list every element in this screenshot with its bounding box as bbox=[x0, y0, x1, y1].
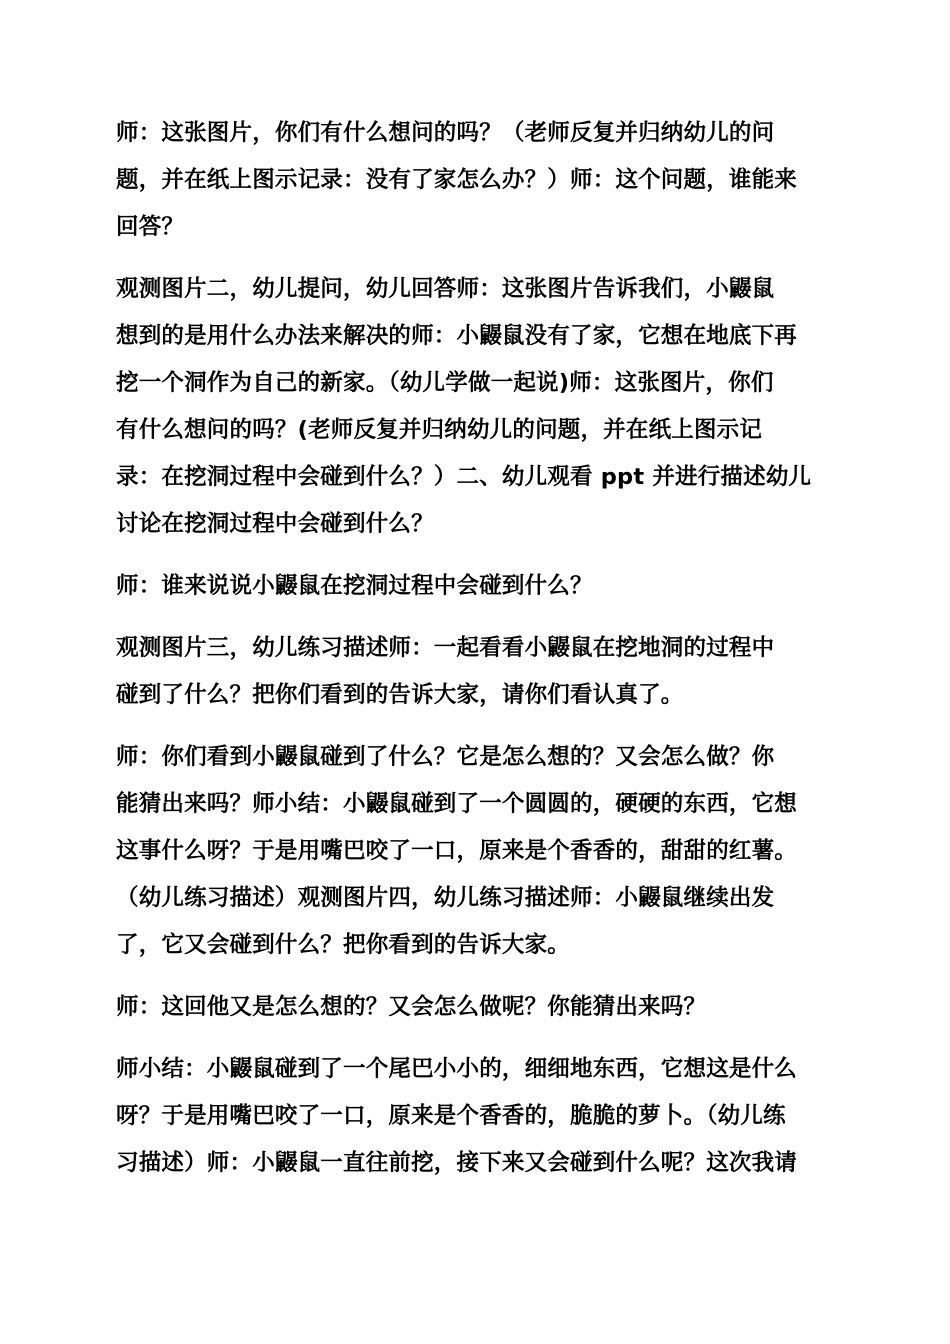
text-line: 能猜出来吗？师小结：小鼹鼠碰到了一个圆圆的，硬硬的东西，它想 bbox=[116, 791, 798, 817]
text-line: 挖一个洞作为自己的新家。（幼儿学做一起说)师：这张图片，你们 bbox=[116, 370, 774, 396]
text-line: 这事什么呀？于是用嘴巴咬了一口，原来是个香香的，甜甜的红薯。 bbox=[116, 838, 798, 864]
text-line: 有什么想问的吗？(老师反复并归纳幼儿的问题，并在纸上图示记 bbox=[116, 417, 763, 443]
paragraph bbox=[116, 1046, 838, 1187]
paragraph bbox=[116, 734, 838, 969]
text-line: 观测图片二，幼儿提问，幼儿回答师：这张图片告诉我们，小鼹鼠 bbox=[116, 276, 775, 302]
text-line: 师：你们看到小鼹鼠碰到了什么？它是怎么想的？又会怎么做？你 bbox=[116, 744, 775, 770]
paragraph bbox=[116, 563, 838, 610]
text-line: 师小结：小鼹鼠碰到了一个尾巴小小的，细细地东西，它想这是什么 bbox=[116, 1056, 798, 1082]
text-line: 呀？于是用嘴巴咬了一口，原来是个香香的，脆脆的萝卜。（幼儿练 bbox=[116, 1103, 786, 1129]
paragraph bbox=[116, 266, 838, 548]
text-line: 师：谁来说说小鼹鼠在挖洞过程中会碰到什么？ bbox=[116, 573, 593, 599]
paragraph bbox=[116, 984, 838, 1031]
paragraph bbox=[116, 625, 838, 719]
text-line: 了，它又会碰到什么？把你看到的告诉大家。 bbox=[116, 932, 571, 958]
text-line: 观测图片三，幼儿练习描述师：一起看看小鼹鼠在挖地洞的过程中 bbox=[116, 635, 775, 661]
text-line: 师：这回他又是怎么想的？又会怎么做呢？你能猜出来吗？ bbox=[116, 994, 707, 1020]
paragraph bbox=[116, 110, 838, 251]
text-line: 回答？ bbox=[116, 214, 185, 240]
text-line: 想到的是用什么办法来解决的师：小鼹鼠没有了家，它想在地底下再 bbox=[116, 323, 798, 349]
document-body bbox=[116, 110, 838, 1187]
text-line: 师：这张图片，你们有什么想问的吗？（老师反复并归纳幼儿的问 bbox=[116, 120, 775, 146]
text-line: 题，并在纸上图示记录：没有了家怎么办？）师：这个问题，谁能来 bbox=[116, 167, 798, 193]
text-line: 习描述）师：小鼹鼠一直往前挖，接下来又会碰到什么呢？这次我请 bbox=[116, 1150, 798, 1176]
text-line: 碰到了什么？把你们看到的告诉大家，请你们看认真了。 bbox=[116, 682, 684, 708]
text-line: 讨论在挖洞过程中会碰到什么？ bbox=[116, 511, 434, 537]
text-line: （幼儿练习描述）观测图片四，幼儿练习描述师：小鼹鼠继续出发 bbox=[116, 885, 775, 911]
text-line: 录：在挖洞过程中会碰到什么？）二、幼儿观看 ppt 并进行描述幼儿 bbox=[116, 464, 812, 490]
